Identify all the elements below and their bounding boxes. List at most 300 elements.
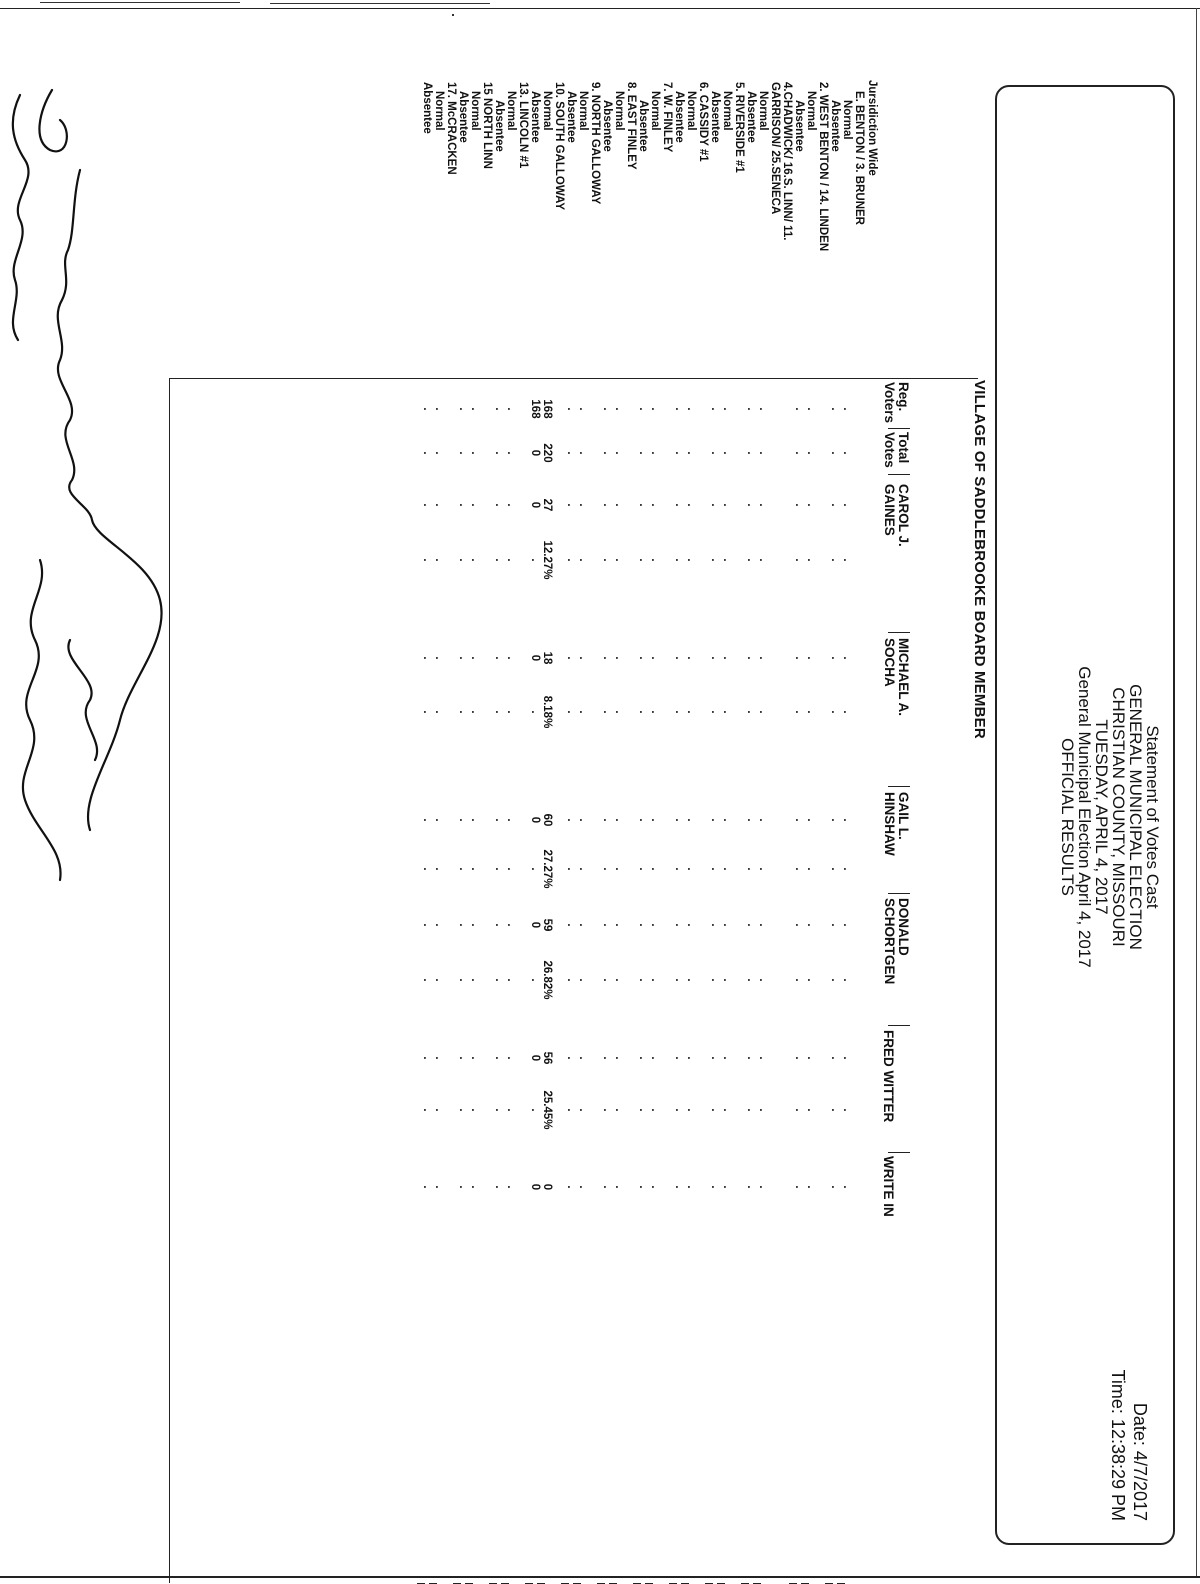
signature-1	[39, 90, 161, 830]
table-cell: .	[649, 818, 661, 822]
table-cell: .	[685, 656, 697, 660]
table-cell: .	[577, 818, 589, 822]
table-cell: .	[685, 407, 697, 411]
table-cell: .	[529, 1108, 541, 1112]
row-label: 17. McCRACKEN	[445, 82, 457, 175]
table-cell: .	[721, 1108, 733, 1112]
table-cell: .	[577, 867, 589, 871]
table-cell: .	[745, 1108, 757, 1112]
table-cell: .	[721, 818, 733, 822]
table-cell: .	[673, 923, 685, 927]
table-cell: .	[841, 923, 853, 927]
table-cell: .	[841, 503, 853, 507]
row-label: 15 NORTH LINN	[481, 82, 493, 169]
table-cell: .	[565, 1108, 577, 1112]
table-cell: .	[673, 710, 685, 714]
row-label: Normal	[649, 91, 661, 131]
table-cell: .	[613, 451, 625, 455]
table-cell: .	[421, 407, 433, 411]
header-line: TUESDAY, APRIL 4, 2017	[1092, 719, 1111, 915]
table-cell: .	[637, 978, 649, 982]
table-cell: .	[709, 710, 721, 714]
table-cell: 12.27%	[541, 540, 553, 580]
table-cell: .	[829, 978, 841, 982]
table-cell: .	[565, 1185, 577, 1189]
table-cell: .	[793, 710, 805, 714]
column-header-line: SCHORTGEN	[882, 898, 897, 985]
table-cell: .	[745, 407, 757, 411]
table-cell: .	[457, 558, 469, 562]
table-cell: .	[493, 558, 505, 562]
table-cell: .	[709, 407, 721, 411]
contest-title: VILLAGE OF SADDLEBROOKE BOARD MEMBER	[971, 380, 988, 739]
table-cell: 168	[541, 399, 553, 419]
row-label: Normal	[805, 91, 817, 131]
table-cell: .	[721, 558, 733, 562]
table-cell: .	[649, 978, 661, 982]
table-cell: 27.27%	[541, 849, 553, 889]
table-cell: .	[469, 923, 481, 927]
table-cell: .	[505, 710, 517, 714]
table-cell: .	[457, 1056, 469, 1060]
table-cell: 27	[541, 498, 553, 512]
table-cell: .	[613, 407, 625, 411]
signature-2	[13, 95, 29, 340]
table-cell: .	[637, 1185, 649, 1189]
table-cell: .	[457, 656, 469, 660]
table-cell: .	[793, 867, 805, 871]
table-cell: .	[757, 867, 769, 871]
table-cell: .	[577, 656, 589, 660]
table-cell: .	[421, 818, 433, 822]
table-cell: .	[457, 1185, 469, 1189]
table-cell: .	[469, 867, 481, 871]
table-cell: .	[673, 1185, 685, 1189]
table-cell: .	[601, 818, 613, 822]
table-cell: .	[721, 710, 733, 714]
table-cell: .	[685, 503, 697, 507]
table-cell: .	[793, 1056, 805, 1060]
table-cell: .	[757, 503, 769, 507]
table-cell: .	[565, 558, 577, 562]
table-cell: .	[649, 710, 661, 714]
row-label: Absentee	[421, 82, 433, 134]
table-cell: .	[757, 1185, 769, 1189]
table-cell: .	[469, 503, 481, 507]
table-cell: .	[673, 867, 685, 871]
report-date: Date: 4/7/2017	[1130, 1402, 1150, 1521]
table-cell: .	[613, 818, 625, 822]
table-cell: 0	[541, 1183, 553, 1191]
table-cell: .	[565, 710, 577, 714]
row-label: Normal	[721, 91, 733, 131]
table-cell: .	[637, 656, 649, 660]
table-cell: .	[673, 978, 685, 982]
table-cell: .	[433, 867, 445, 871]
table-cell: .	[685, 1108, 697, 1112]
table-cell: .	[841, 710, 853, 714]
table-cell: .	[637, 1056, 649, 1060]
table-cell: .	[745, 558, 757, 562]
table-cell: .	[493, 451, 505, 455]
column-header-line: FRED WITTER	[881, 1030, 896, 1123]
table-cell: .	[721, 407, 733, 411]
table-cell: .	[757, 818, 769, 822]
table-cell: .	[565, 1056, 577, 1060]
table-cell: .	[421, 1056, 433, 1060]
table-cell: .	[469, 710, 481, 714]
table-cell: .	[757, 451, 769, 455]
column-header-line: WRITE IN	[881, 1156, 896, 1217]
table-cell: .	[721, 867, 733, 871]
jurisdiction-header: Jursidiction Wide	[866, 80, 878, 176]
table-cell: 0	[529, 449, 541, 457]
table-cell: .	[709, 818, 721, 822]
row-label: Absentee	[793, 100, 805, 152]
table-cell: .	[457, 818, 469, 822]
table-cell: .	[433, 503, 445, 507]
table-cell: .	[493, 656, 505, 660]
table-cell: .	[637, 710, 649, 714]
table-cell: .	[433, 407, 445, 411]
column-header-line: MICHAEL A.	[896, 638, 911, 717]
table-cell: .	[721, 1185, 733, 1189]
table-cell: .	[805, 818, 817, 822]
table-cell: .	[637, 558, 649, 562]
column-header-line: Reg.	[896, 382, 911, 412]
table-cell: .	[613, 656, 625, 660]
row-label: Absentee	[709, 91, 721, 143]
table-cell: .	[805, 978, 817, 982]
table-cell: .	[529, 867, 541, 871]
table-cell: .	[493, 867, 505, 871]
table-cell: .	[469, 1185, 481, 1189]
table-cell: 168	[529, 399, 541, 419]
table-cell: .	[457, 1108, 469, 1112]
table-cell: .	[493, 503, 505, 507]
table-cell: .	[601, 451, 613, 455]
table-cell: .	[637, 867, 649, 871]
table-cell: .	[577, 978, 589, 982]
table-cell: .	[649, 407, 661, 411]
table-cell: .	[613, 503, 625, 507]
table-cell: .	[649, 503, 661, 507]
column-header-line: GAIL L.	[896, 792, 911, 840]
table-cell: .	[433, 1185, 445, 1189]
table-cell: 0	[529, 1054, 541, 1062]
table-cell: .	[757, 656, 769, 660]
table-cell: .	[601, 1108, 613, 1112]
table-cell: .	[457, 451, 469, 455]
table-cell: .	[505, 558, 517, 562]
table-cell: .	[457, 923, 469, 927]
table-cell: .	[613, 710, 625, 714]
table-cell: .	[685, 923, 697, 927]
row-label: GARRISON/ 25.SENECA	[769, 82, 781, 215]
table-cell: .	[829, 451, 841, 455]
table-cell: .	[841, 1056, 853, 1060]
table-cell: .	[721, 978, 733, 982]
table-cell: .	[709, 923, 721, 927]
table-cell: .	[793, 503, 805, 507]
table-cell: .	[709, 451, 721, 455]
table-cell: .	[421, 1108, 433, 1112]
table-cell: .	[793, 1185, 805, 1189]
table-cell: .	[421, 558, 433, 562]
row-label: Normal	[685, 91, 697, 131]
table-cell: .	[793, 1108, 805, 1112]
table-cell: .	[649, 1108, 661, 1112]
row-label: Absentee	[745, 91, 757, 143]
table-cell: .	[793, 407, 805, 411]
table-cell: .	[745, 656, 757, 660]
table-cell: .	[421, 978, 433, 982]
table-cell: .	[505, 451, 517, 455]
table-cell: .	[505, 1108, 517, 1112]
table-cell: .	[493, 923, 505, 927]
table-cell: .	[505, 503, 517, 507]
table-cell: .	[601, 1185, 613, 1189]
table-cell: .	[601, 1056, 613, 1060]
table-cell: .	[565, 867, 577, 871]
row-label: 6. CASSIDY #1	[697, 82, 709, 162]
table-cell: .	[421, 867, 433, 871]
report-time: Time: 12:38:29 PM	[1108, 1369, 1128, 1521]
table-cell: .	[793, 451, 805, 455]
table-cell: .	[565, 407, 577, 411]
table-cell: .	[469, 978, 481, 982]
table-cell: .	[721, 923, 733, 927]
table-cell: .	[637, 923, 649, 927]
table-cell: .	[577, 710, 589, 714]
table-cell: .	[829, 656, 841, 660]
table-cell: .	[505, 867, 517, 871]
table-cell: .	[793, 978, 805, 982]
row-label: 10. SOUTH GALLOWAY	[553, 82, 565, 211]
table-cell: .	[601, 558, 613, 562]
table-cell: .	[721, 1056, 733, 1060]
table-cell: .	[529, 978, 541, 982]
table-cell: .	[613, 1056, 625, 1060]
signature-3	[23, 560, 97, 880]
table-cell: .	[841, 656, 853, 660]
row-label: Normal	[841, 100, 853, 140]
row-label: 9. NORTH GALLOWAY	[589, 82, 601, 205]
row-label: 7. W. FINLEY	[661, 82, 673, 153]
table-cell: .	[745, 923, 757, 927]
table-cell: .	[637, 1108, 649, 1112]
table-cell: .	[829, 818, 841, 822]
table-cell: .	[673, 818, 685, 822]
table-cell: .	[577, 923, 589, 927]
row-label: Absentee	[457, 91, 469, 143]
table-cell: .	[829, 503, 841, 507]
column-header-line: Voters	[882, 382, 897, 424]
column-header-line: DONALD	[896, 898, 911, 956]
table-cell: .	[829, 867, 841, 871]
column-header-line: Total	[896, 432, 911, 464]
table-cell: .	[709, 867, 721, 871]
row-label: Absentee	[565, 91, 577, 143]
table-cell: 25.45%	[541, 1090, 553, 1130]
table-cell: .	[649, 1185, 661, 1189]
table-cell: .	[613, 558, 625, 562]
table-cell: .	[805, 1108, 817, 1112]
table-cell: .	[469, 818, 481, 822]
header-line: CHRISTIAN COUNTY, MISSOURI	[1109, 687, 1128, 947]
table-cell: .	[457, 867, 469, 871]
table-cell: .	[793, 818, 805, 822]
column-header-line: HINSHAW	[882, 792, 897, 856]
table-cell: .	[745, 978, 757, 982]
table-cell: .	[805, 923, 817, 927]
table-cell: .	[433, 1056, 445, 1060]
table-cell: .	[805, 407, 817, 411]
row-label: Absentee	[829, 100, 841, 152]
table-cell: .	[745, 710, 757, 714]
table-cell: .	[829, 710, 841, 714]
table-cell: .	[469, 656, 481, 660]
table-cell: .	[421, 503, 433, 507]
table-cell: .	[565, 503, 577, 507]
table-cell: 0	[529, 921, 541, 929]
table-cell: 0	[529, 654, 541, 662]
row-label: Normal	[505, 91, 517, 131]
table-cell: .	[493, 978, 505, 982]
table-cell: .	[457, 503, 469, 507]
table-cell: .	[505, 923, 517, 927]
table-cell: .	[565, 818, 577, 822]
table-cell: .	[745, 1185, 757, 1189]
table-cell: 220	[541, 443, 553, 463]
table-cell: .	[841, 407, 853, 411]
row-label: Normal	[541, 91, 553, 131]
table-cell: .	[601, 503, 613, 507]
table-cell: .	[649, 923, 661, 927]
table-cell: .	[745, 1056, 757, 1060]
table-cell: .	[649, 867, 661, 871]
table-cell: .	[841, 978, 853, 982]
table-cell: .	[565, 656, 577, 660]
table-cell: .	[673, 656, 685, 660]
row-label: 5. RIVERSIDE #1	[733, 82, 745, 173]
table-cell: 0	[529, 1183, 541, 1191]
table-cell: .	[601, 656, 613, 660]
table-cell: .	[685, 978, 697, 982]
table-cell: .	[745, 451, 757, 455]
table-cell: .	[805, 1185, 817, 1189]
row-label: Normal	[613, 91, 625, 131]
table-cell: .	[805, 656, 817, 660]
table-cell: .	[493, 818, 505, 822]
table-cell: .	[421, 1185, 433, 1189]
header-line: GENERAL MUNICIPAL ELECTION	[1126, 684, 1145, 950]
table-cell: .	[745, 503, 757, 507]
table-cell: .	[529, 558, 541, 562]
table-cell: .	[505, 656, 517, 660]
table-cell: .	[433, 451, 445, 455]
table-cell: .	[721, 656, 733, 660]
row-label: 8. EAST FINLEY	[625, 82, 637, 170]
table-cell: .	[493, 710, 505, 714]
table-cell: .	[577, 1056, 589, 1060]
table-cell: .	[421, 656, 433, 660]
row-label: 13. LINCOLN #1	[517, 82, 529, 169]
table-cell: .	[649, 656, 661, 660]
table-cell: .	[433, 558, 445, 562]
table-cell: .	[685, 1056, 697, 1060]
table-cell: .	[457, 978, 469, 982]
column-header-line: SOCHA	[882, 638, 897, 687]
table-cell: .	[529, 710, 541, 714]
row-label: 4.CHADWICK/ 16.S. LINN/ 11.	[781, 82, 793, 241]
table-cell: .	[469, 558, 481, 562]
table-cell: .	[565, 978, 577, 982]
table-cell: .	[673, 451, 685, 455]
table-cell: .	[577, 558, 589, 562]
table-cell: .	[829, 1056, 841, 1060]
table-cell: .	[649, 451, 661, 455]
table-cell: .	[577, 451, 589, 455]
table-cell: .	[745, 867, 757, 871]
table-cell: .	[709, 656, 721, 660]
table-cell: .	[757, 407, 769, 411]
table-cell: 59	[541, 918, 553, 932]
table-cell: 0	[529, 501, 541, 509]
table-cell: .	[841, 1108, 853, 1112]
table-cell: 0	[529, 816, 541, 824]
table-cell: .	[709, 1056, 721, 1060]
row-label: E. BENTON / 3. BRUNER	[853, 91, 865, 225]
table-cell: .	[637, 818, 649, 822]
table-cell: .	[841, 867, 853, 871]
column-header-line: GAINES	[882, 484, 897, 536]
table-cell: .	[709, 558, 721, 562]
table-cell: .	[805, 710, 817, 714]
table-cell: .	[709, 1108, 721, 1112]
table-cell: .	[601, 710, 613, 714]
row-label: Normal	[757, 91, 769, 131]
table-cell: .	[505, 407, 517, 411]
table-cell: .	[577, 503, 589, 507]
table-cell: 60	[541, 813, 553, 827]
table-cell: .	[421, 923, 433, 927]
table-cell: .	[829, 558, 841, 562]
table-cell: .	[505, 1185, 517, 1189]
row-label: Absentee	[673, 91, 685, 143]
table-cell: .	[469, 1108, 481, 1112]
table-cell: .	[493, 1056, 505, 1060]
table-cell: .	[469, 1056, 481, 1060]
table-cell: .	[805, 558, 817, 562]
table-cell: 26.82%	[541, 960, 553, 1000]
table-cell: .	[829, 1108, 841, 1112]
table-cell: .	[757, 978, 769, 982]
row-label: Normal	[469, 91, 481, 131]
table-cell: .	[421, 451, 433, 455]
table-cell: .	[601, 978, 613, 982]
table-cell: 18	[541, 651, 553, 665]
table-cell: .	[505, 818, 517, 822]
table-cell: .	[673, 503, 685, 507]
table-cell: .	[685, 558, 697, 562]
table-cell: .	[577, 1185, 589, 1189]
table-cell: .	[673, 558, 685, 562]
table-cell: .	[721, 503, 733, 507]
column-header-line: CAROL J.	[896, 484, 911, 547]
table-cell: .	[457, 710, 469, 714]
table-cell: .	[637, 451, 649, 455]
